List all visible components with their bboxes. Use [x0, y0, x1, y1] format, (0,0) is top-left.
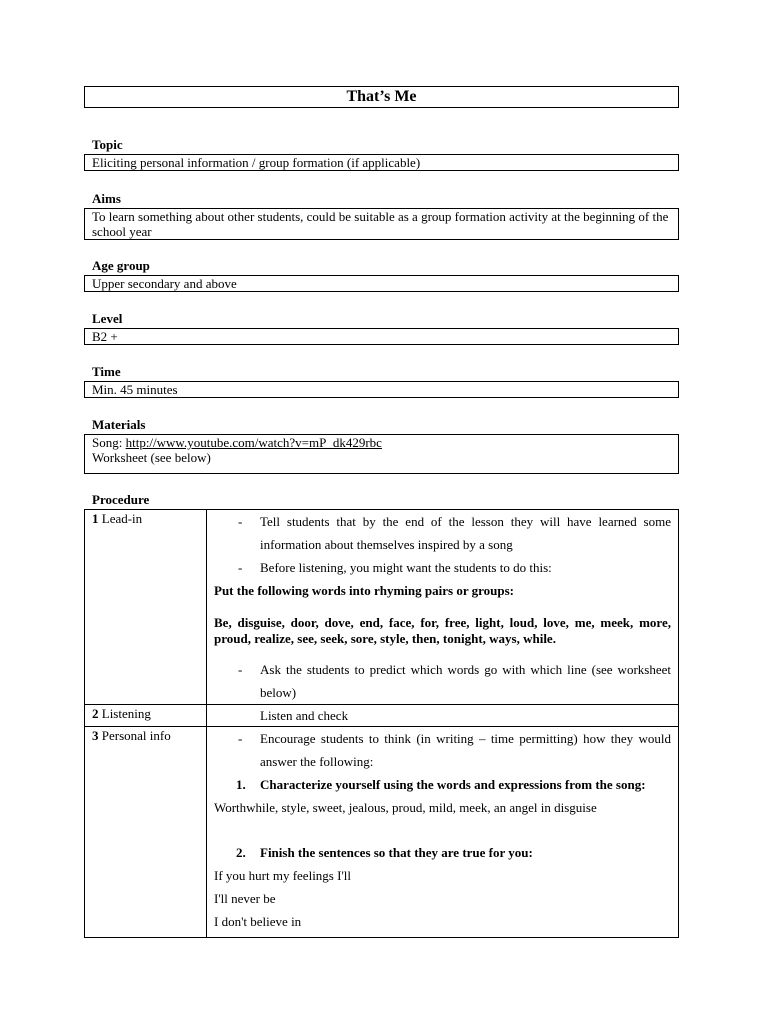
- materials-song-prefix: Song:: [92, 435, 126, 450]
- list-item: [214, 556, 671, 579]
- time-label: Time: [92, 364, 121, 379]
- item-number: 1.: [236, 777, 246, 792]
- content-cell: [207, 705, 679, 727]
- stage-name: Lead-in: [98, 511, 143, 526]
- materials-label: Materials: [92, 417, 146, 432]
- list-item: [214, 727, 671, 773]
- procedure-table: [84, 509, 679, 938]
- age-group-value: Upper secondary and above: [84, 275, 679, 292]
- list-item: [214, 510, 671, 556]
- table-row: [85, 705, 679, 727]
- level-label: Level: [92, 311, 123, 326]
- stage-number: 3: [92, 728, 99, 743]
- aims-value: To learn something about other students, could be suitable as a group formation activity at the beginning of the school year: [84, 208, 679, 240]
- sentence-prompt: If you hurt my feelings I'll: [214, 868, 352, 883]
- stage-cell: [85, 705, 207, 727]
- content-cell: [207, 510, 679, 705]
- item-text: Finish the sentences so that they are true for you:: [260, 845, 533, 860]
- stage-name: Personal info: [98, 728, 171, 743]
- word-list: Be, disguise, door, dove, end, face, for, free, light, loud, love, me, meek, more, proud, realize, see, seek, sore, style, then, tonight, ways, while.: [214, 615, 671, 646]
- list-item-text: Encourage students to think (in writing – time permitting) how they would answer the following:: [260, 731, 671, 769]
- lesson-plan-page: [84, 86, 679, 938]
- numbered-item: [214, 841, 671, 864]
- song-link[interactable]: http://www.youtube.com/watch?v=mP_dk429rbc: [125, 435, 382, 450]
- sentence-prompt: I don't believe in: [214, 914, 302, 929]
- list-item-text: Tell students that by the end of the lesson they will have learned some information about themselves inspired by a song: [260, 514, 671, 552]
- stage-cell: [85, 727, 207, 938]
- document-title: That’s Me: [84, 86, 679, 108]
- item-text: Characterize yourself using the words and expressions from the song:: [260, 777, 646, 792]
- numbered-item: [214, 773, 671, 796]
- dash-bullet: -: [238, 662, 243, 677]
- topic-label: Topic: [92, 137, 123, 152]
- age-group-label: Age group: [92, 258, 150, 273]
- list-item: [214, 658, 671, 704]
- content-cell: [207, 727, 679, 938]
- item-number: 2.: [236, 845, 246, 860]
- table-row: [85, 510, 679, 705]
- sentence-prompt: I'll never be: [214, 891, 276, 906]
- dash-bullet: -: [238, 731, 243, 746]
- table-row: [85, 727, 679, 938]
- stage-number: 2: [92, 706, 99, 721]
- stage-number: 1: [92, 511, 99, 526]
- instruction-text: Put the following words into rhyming pairs or groups:: [214, 583, 514, 598]
- level-value: B2 +: [84, 328, 679, 345]
- aims-label: Aims: [92, 191, 121, 206]
- materials-song-line: [92, 435, 671, 450]
- materials-box: [84, 434, 679, 474]
- materials-worksheet: Worksheet (see below): [92, 450, 211, 465]
- list-item-text: Before listening, you might want the students to do this:: [260, 560, 552, 575]
- dash-bullet: -: [238, 514, 243, 529]
- dash-bullet: -: [238, 560, 243, 575]
- topic-value: Eliciting personal information / group formation (if applicable): [84, 154, 679, 171]
- stage-cell: [85, 510, 207, 705]
- time-value: Min. 45 minutes: [84, 381, 679, 398]
- list-item-text: Ask the students to predict which words go with which line (see worksheet below): [260, 662, 671, 700]
- procedure-label: Procedure: [92, 492, 150, 507]
- listening-text: Listen and check: [260, 708, 349, 723]
- stage-name: Listening: [98, 706, 151, 721]
- characterize-words: Worthwhile, style, sweet, jealous, proud, mild, meek, an angel in disguise: [214, 800, 597, 815]
